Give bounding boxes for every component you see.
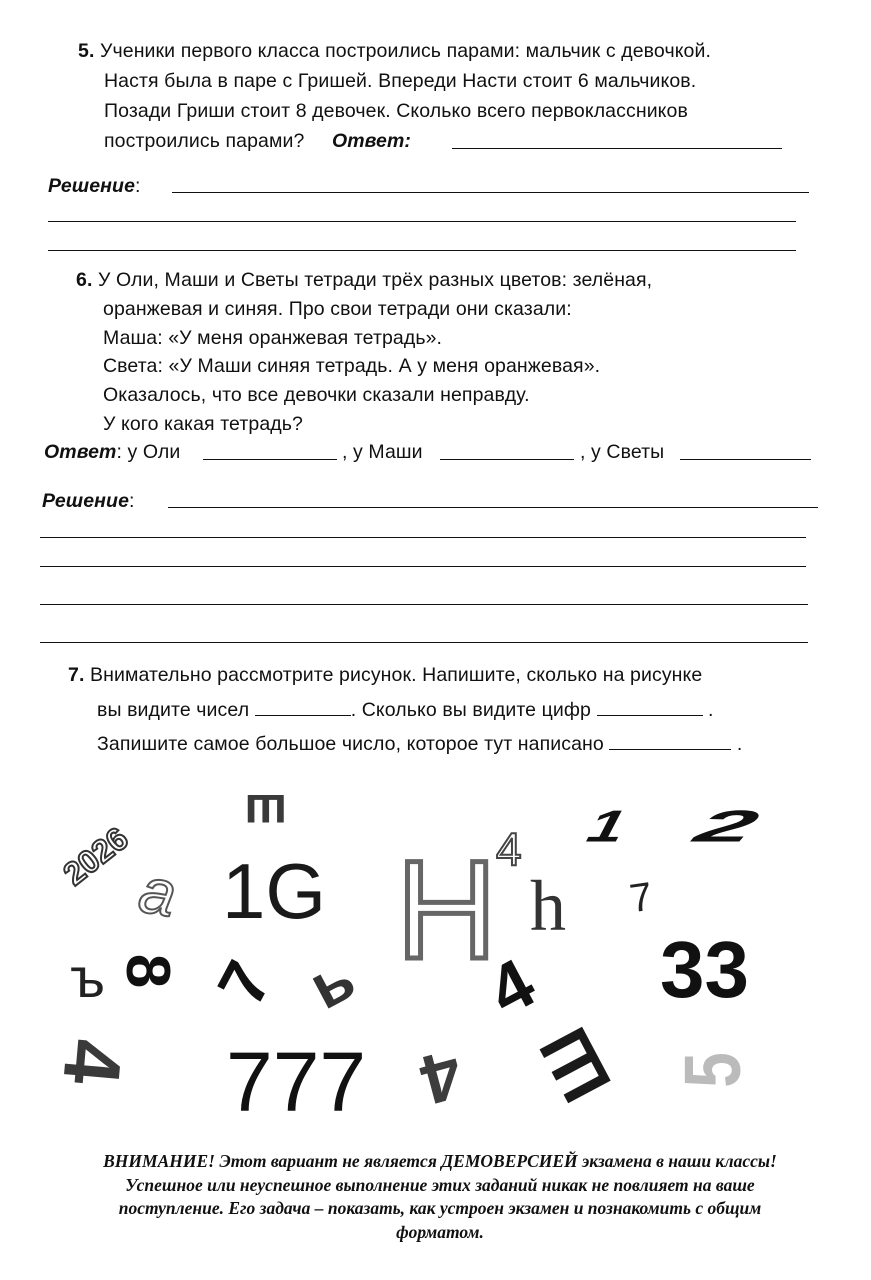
notice-line-4: форматом. <box>396 1221 484 1242</box>
task5-solution-line-3[interactable] <box>48 250 796 251</box>
glyph-sha-bold-rotated: Ш <box>524 1015 627 1115</box>
glyph-2026: 2026 <box>56 819 135 893</box>
glyph-a: a <box>134 853 182 931</box>
task6-answer-olya-field[interactable] <box>203 459 337 460</box>
glyph-h-lower: h <box>530 866 566 946</box>
glyph-sha-rotated: ш <box>244 783 288 841</box>
task6-text-1: У Оли, Маши и Светы тетради трёх разных цветов: зелёная, <box>98 269 653 291</box>
glyph-4-outline: 4 <box>496 823 522 875</box>
glyph-33: 33 <box>660 925 749 1014</box>
task6-answer-masha-label: , у Маши <box>342 441 423 463</box>
task6-solution-line-2[interactable] <box>40 537 806 538</box>
task7-text-3b: . <box>736 733 743 755</box>
task7-largest-number-field[interactable] <box>609 731 731 750</box>
glyph-1g: 1G <box>222 847 327 935</box>
task5-text-2: Настя была в паре с Гришей. Впереди Насти стоит 6 мальчиков. <box>104 70 697 92</box>
task6-solution-line-3[interactable] <box>40 566 806 567</box>
task6-solution-line-4[interactable] <box>40 604 808 605</box>
task7-text-1: Внимательно рассмотрите рисунок. Напишите, сколько на рисунке <box>90 664 703 686</box>
task5-solution-label-row: Решение: <box>48 175 141 197</box>
glyph-1-large: 1 <box>576 800 639 852</box>
task7-digits-count-field[interactable] <box>597 697 703 716</box>
task5-text-4: построились парами? <box>104 130 305 152</box>
glyph-h-upper: H <box>396 831 498 988</box>
glyph-4-rotated-left: 4 <box>46 1035 140 1089</box>
task6-solution-label: Решение <box>42 490 130 512</box>
task7-text-2a: вы видите чисел <box>97 699 250 721</box>
task7-number: 7. <box>68 664 85 686</box>
task6-number: 6. <box>76 269 93 291</box>
task6-answer-olya-label: : у Оли <box>116 441 181 463</box>
task5-answer-label: Ответ: <box>331 130 412 152</box>
task6-solution-line-5[interactable] <box>40 642 808 643</box>
task6-text-6: У кого какая тетрадь? <box>103 413 303 435</box>
notice <box>20 1150 860 1244</box>
task6-solution-line-1[interactable] <box>168 507 818 508</box>
notice-line-2: Успешное или неуспешное выполнение этих заданий никак не повлияет на ваше <box>125 1174 755 1195</box>
task6-text-3: Маша: «У меня оранжевая тетрадь». <box>103 327 443 349</box>
task6-answer-label: Ответ <box>44 441 117 463</box>
glyph-4-upside-down: 4 <box>412 1034 471 1120</box>
task7-line-3 <box>97 731 742 757</box>
task6-text-2: оранжевая и синяя. Про свои тетради они сказали: <box>103 298 572 320</box>
task5-answer-field[interactable] <box>452 148 782 149</box>
glyph-soft-sign: ь <box>297 940 366 1024</box>
task7-line-2 <box>97 697 714 723</box>
task6-line-1 <box>76 267 652 293</box>
task5-line-1 <box>78 38 711 64</box>
glyph-2-large: 2 <box>678 800 778 852</box>
task5-number: 5. <box>78 40 95 62</box>
task7-figure <box>30 783 830 1130</box>
glyph-7-small: 7 <box>627 874 656 922</box>
task7-line-1 <box>68 662 702 688</box>
task6-answer-masha-field[interactable] <box>440 459 574 460</box>
task7-text-2b: . Сколько вы видите цифр <box>350 699 591 721</box>
glyph-hard-sign: ъ <box>70 946 105 1009</box>
glyph-5-gray: 5 <box>667 1052 757 1088</box>
glyph-4-bold: 4 <box>475 943 547 1031</box>
task6-text-4: Света: «У Маши синяя тетрадь. А у меня оранжевая». <box>103 355 601 377</box>
task5-solution-line-1[interactable] <box>172 192 809 193</box>
task5-text-1: Ученики первого класса построились парами: мальчик с девочкой. <box>100 40 712 62</box>
task7-text-3a: Запишите самое большое число, которое тут написано <box>97 733 604 755</box>
task5-solution-line-2[interactable] <box>48 221 796 222</box>
task6-text-5: Оказалось, что все девочки сказали неправду. <box>103 384 530 406</box>
task7-numbers-count-field[interactable] <box>255 697 351 716</box>
glyph-777: 777 <box>226 1035 367 1129</box>
task5-text-3: Позади Гриши стоит 8 девочек. Сколько всего первоклассников <box>104 100 688 122</box>
task5-solution-label: Решение <box>48 175 136 197</box>
task6-answer-sveta-field[interactable] <box>680 459 811 460</box>
task6-solution-label-row: Решение: <box>42 490 135 512</box>
task6-answer-sveta-label: , у Светы <box>580 441 665 463</box>
task6-answer-row <box>44 439 180 465</box>
task7-text-2c: . <box>708 699 714 721</box>
glyph-7-rotated: 7 <box>203 949 286 1017</box>
task5-line-4 <box>104 128 411 154</box>
notice-line-1: ВНИМАНИЕ! Этот вариант не является ДЕМОВЕРСИЕЙ экзамена в наши классы! <box>103 1151 777 1171</box>
glyph-8-rotated: 8 <box>113 953 183 989</box>
notice-line-3: поступление. Его задача – показать, как устроен экзамен и познакомить с общим <box>118 1198 762 1218</box>
